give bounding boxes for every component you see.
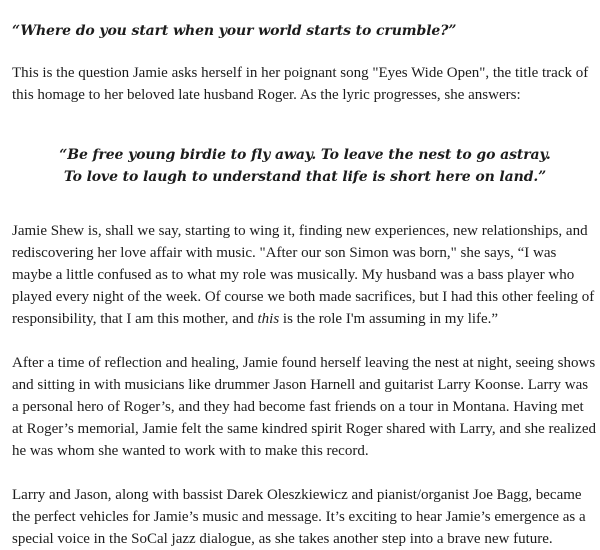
paragraph-reflection: After a time of reflection and healing, Jamie found herself leaving the nest at night, seeing shows and sitting in with musicians like drummer Jason Harnell and guitarist Larry Koonse. Larry was a personal hero of Roger’s, and they had become fast friends on a tour in Montana. Having met at Roger’s memorial, Jamie felt the same kindred spirit Roger shared with Larry, and she realized he was whom she wanted to work with to make this record. [12,355,596,459]
lyric-quote [12,144,598,188]
paragraph-text-end: is the role I'm assuming in my life.” [279,311,499,327]
intro-paragraph: This is the question Jamie asks herself in her poignant song "Eyes Wide Open", the title track of this homage to her beloved late husband Roger. As the lyric progresses, she answers: [12,65,589,103]
paragraph-text-start: Jamie Shew is, shall we say, starting to wing it, finding new experiences, new relationships, and rediscovering her love affair with music. "After our son Simon was born," she says, “I was maybe a little confused as to what my role was musically. My husband was a bass player who played every night of the week. Of course we both made sacrifices, but I had this other feeling of responsibility, that I am this mother, and [12,223,595,327]
lyric-line-1: “Be free young birdie to fly away. To leave the nest to go astray. [59,147,551,163]
lyric-line-2: To love to laugh to understand that life is short here on land.” [63,169,547,185]
emphasis-this: this [257,311,280,327]
paragraph-musicians: Larry and Jason, along with bassist Darek Oleszkiewicz and pianist/organist Joe Bagg, became the perfect vehicles for Jamie’s music and message. It’s exciting to hear Jamie’s emergence as a special voice in the SoCal jazz dialogue, as she takes another step into a brave new future. [12,487,586,547]
heading-quote: “Where do you start when your world starts to crumble?” [12,23,457,39]
paragraph-jamie-shew [12,220,598,330]
article-body [12,20,598,550]
